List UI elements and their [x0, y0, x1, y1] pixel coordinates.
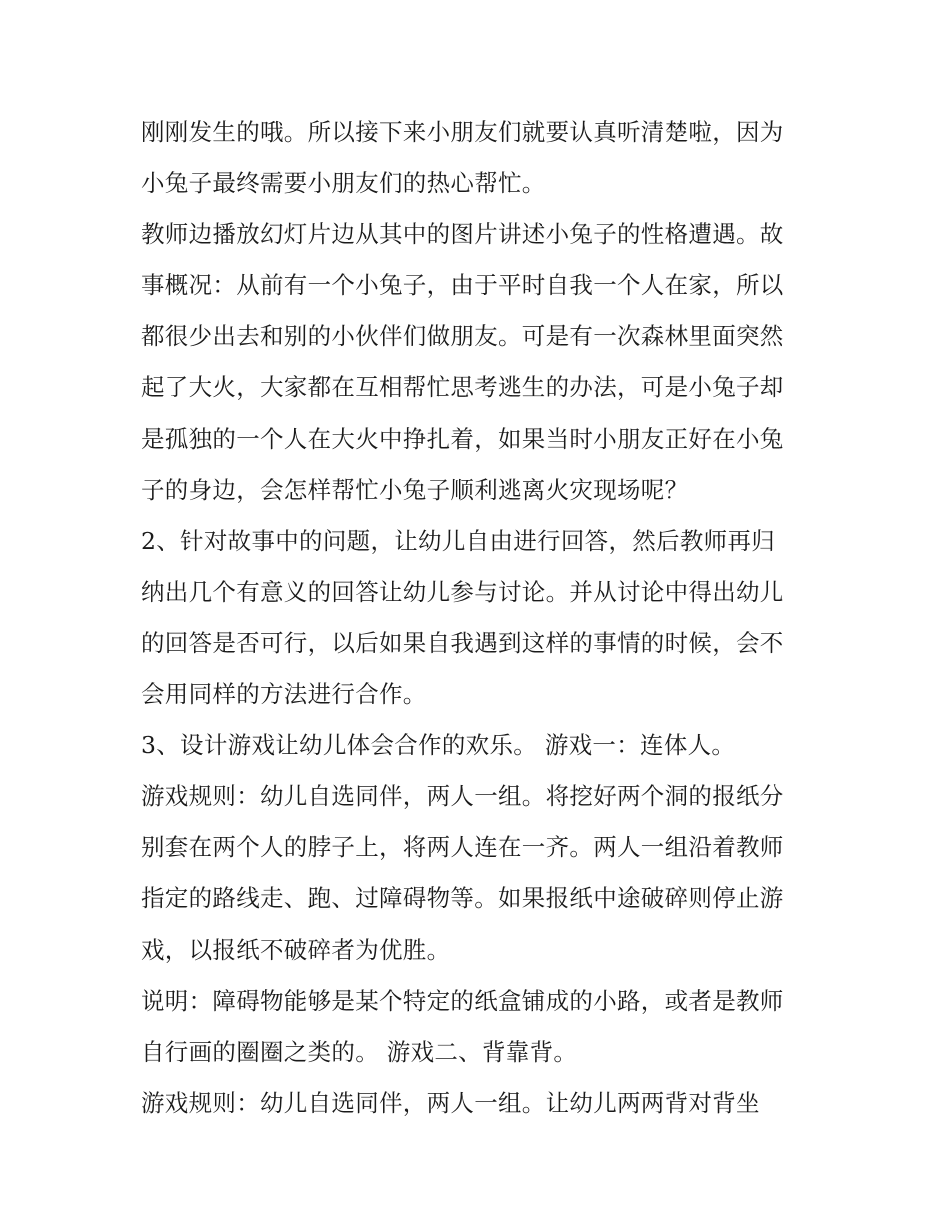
text-line: 是孤独的一个人在大火中挣扎着，如果当时小朋友正好在小兔 — [141, 424, 784, 453]
text-line: 2、针对故事中的问题，让幼儿自由进行回答，然后教师再归 — [141, 526, 776, 555]
text-line: 自行画的圈圈之类的。 游戏二、背靠背。 — [141, 1037, 578, 1066]
text-line: 教师边播放幻灯片边从其中的图片讲述小兔子的性格遭遇。故 — [141, 220, 784, 249]
text-line: 事概况：从前有一个小兔子，由于平时自我一个人在家，所以 — [141, 271, 784, 300]
text-line: 戏，以报纸不破碎者为优胜。 — [141, 935, 451, 964]
text-line: 子的身边，会怎样帮忙小兔子顺利逃离火灾现场呢？ — [141, 475, 689, 504]
text-line: 的回答是否可行，以后如果自我遇到这样的事情的时候，会不 — [141, 628, 784, 657]
text-line: 小兔子最终需要小朋友们的热心帮忙。 — [141, 169, 546, 198]
text-line: 起了大火，大家都在互相帮忙思考逃生的办法，可是小兔子却 — [141, 373, 784, 402]
text-line: 别套在两个人的脖子上，将两人连在一齐。两人一组沿着教师 — [141, 833, 784, 862]
text-line: 游戏规则：幼儿自选同伴，两人一组。将挖好两个洞的报纸分 — [141, 782, 784, 811]
text-line: 3、设计游戏让幼儿体会合作的欢乐。 游戏一：连体人。 — [141, 731, 736, 760]
text-line: 刚刚发生的哦。所以接下来小朋友们就要认真听清楚啦，因为 — [141, 118, 784, 146]
text-line: 会用同样的方法进行合作。 — [141, 680, 427, 709]
text-line: 都很少出去和别的小伙伴们做朋友。可是有一次森林里面突然 — [141, 322, 784, 351]
text-line: 纳出几个有意义的回答让幼儿参与讨论。并从讨论中得出幼儿 — [141, 577, 784, 606]
text-line: 说明：障碍物能够是某个特定的纸盒铺成的小路，或者是教师 — [141, 986, 784, 1015]
text-line: 游戏规则：幼儿自选同伴，两人一组。让幼儿两两背对背坐 — [141, 1088, 760, 1117]
text-line: 指定的路线走、跑、过障碍物等。如果报纸中途破碎则停止游 — [141, 884, 784, 913]
document-body — [141, 107, 821, 1129]
